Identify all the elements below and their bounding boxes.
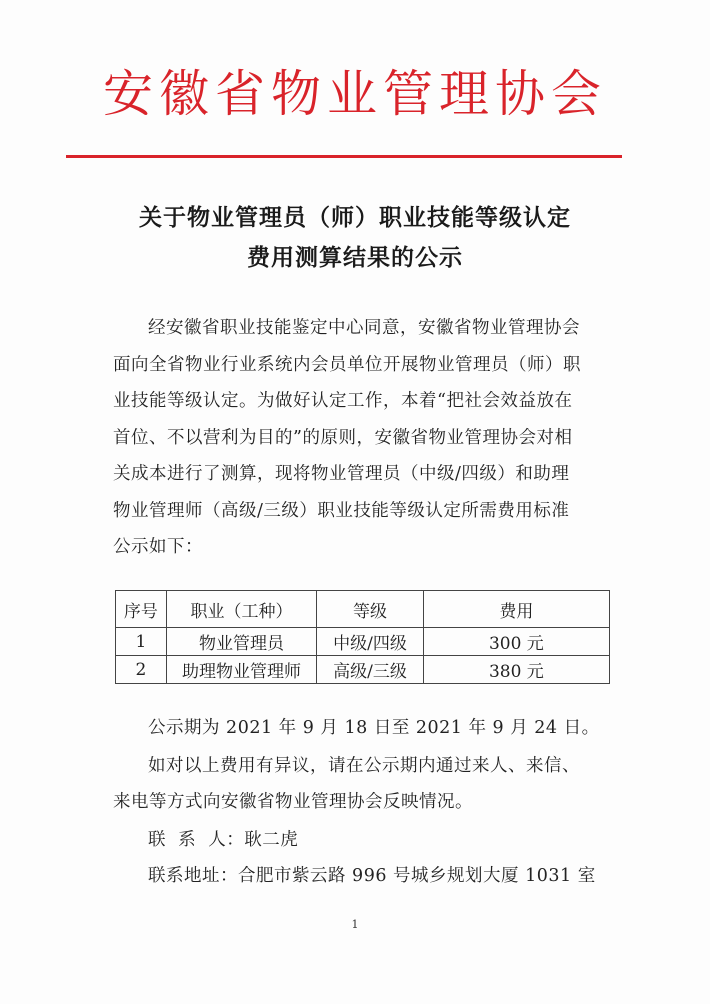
fee-table xyxy=(115,590,610,684)
header-cell-occupation: 职业（工种） xyxy=(166,591,316,628)
cell-fee: 300 元 xyxy=(423,628,609,656)
document-title-line-1: 关于物业管理员（师）职业技能等级认定 xyxy=(139,205,571,231)
intro-line: 首位、不以营利为目的”的原则，安徽省物业管理协会对相 xyxy=(113,427,573,448)
header-cell-fee: 费用 xyxy=(423,591,609,628)
page-number: 1 xyxy=(351,918,359,931)
cell-level: 中级/四级 xyxy=(317,628,424,656)
cell-index: 2 xyxy=(116,656,167,684)
intro-line: 公示如下： xyxy=(113,537,203,557)
contact-address: 联系地址：合肥市紫云路 996 号城乡规划大厦 1031 室 xyxy=(148,866,596,886)
intro-line: 关成本进行了测算，现将物业管理员（中级/四级）和助理 xyxy=(113,464,570,484)
objection-line-2: 来电等方式向安徽省物业管理协会反映情况。 xyxy=(113,792,473,812)
cell-occupation: 助理物业管理师 xyxy=(166,656,316,684)
header-divider xyxy=(66,155,622,158)
header-cell-level: 等级 xyxy=(317,591,424,628)
table-header-row xyxy=(116,591,610,628)
intro-line: 物业管理师（高级/三级）职业技能等级认定所需费用标准 xyxy=(113,500,570,521)
cell-fee: 380 元 xyxy=(423,656,609,684)
objection-line-1: 如对以上费用有异议，请在公示期内通过来人、来信、 xyxy=(148,756,580,776)
table-row xyxy=(116,628,610,656)
notice-period: 公示期为 2021 年 9 月 18 日至 2021 年 9 月 24 日。 xyxy=(148,718,600,738)
cell-index: 1 xyxy=(116,628,167,656)
contact-person: 联 系 人：耿二虎 xyxy=(148,830,299,850)
cell-level: 高级/三级 xyxy=(317,656,424,684)
intro-line: 业技能等级认定。为做好认定工作，本着“把社会效益放在 xyxy=(113,391,573,411)
intro-line: 面向全省物业行业系统内会员单位开展物业管理员（师）职 xyxy=(113,354,581,375)
header-cell-index: 序号 xyxy=(116,591,167,628)
document-title-line-2: 费用测算结果的公示 xyxy=(247,245,463,271)
table-row xyxy=(116,656,610,684)
intro-line: 经安徽省职业技能鉴定中心同意，安徽省物业管理协会 xyxy=(148,318,580,338)
cell-occupation: 物业管理员 xyxy=(166,628,316,656)
organization-header: 安徽省物业管理协会 xyxy=(103,65,607,123)
intro-paragraph xyxy=(113,310,611,566)
